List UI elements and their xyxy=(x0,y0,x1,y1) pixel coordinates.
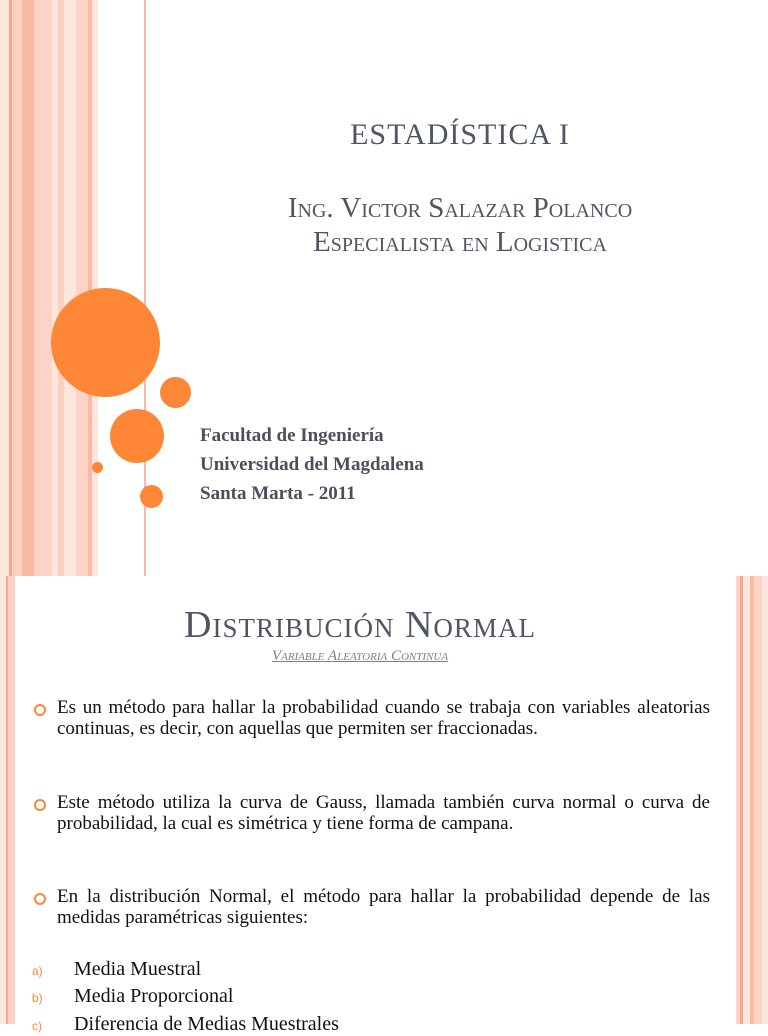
location-year-label: Santa Marta - 2011 xyxy=(200,483,356,504)
decor-stripe xyxy=(34,0,52,576)
decor-circle-tiny xyxy=(92,462,103,473)
faculty-label: Facultad de Ingeniería xyxy=(200,425,384,446)
slide-heading: Distribución Normal xyxy=(184,604,536,646)
university-label: Universidad del Magdalena xyxy=(200,454,424,475)
bullet-circle-icon xyxy=(34,799,46,811)
decor-circle-small xyxy=(140,485,163,508)
slide-title-heading: ESTADÍSTICA I xyxy=(350,118,570,151)
bullet-text: En la distribución Normal, el método para hallar la probabilidad depende de las medidas paramétricas siguientes: xyxy=(57,886,710,928)
decor-stripe xyxy=(8,576,15,1024)
decor-stripe xyxy=(76,0,88,576)
decor-stripe xyxy=(743,576,750,1024)
bullet-text: Este método utiliza la curva de Gauss, llamada también curva normal o curva de probabilidad, la cual es simétrica y tiene forma de campana. xyxy=(57,792,710,834)
decor-stripe xyxy=(22,0,34,576)
decor-circle-large xyxy=(51,288,160,397)
bullet-text: Es un método para hallar la probabilidad cuando se trabaja con variables aleatorias continuas, es decir, con aquellas que permiten ser fraccionadas. xyxy=(57,697,710,739)
list-item xyxy=(30,792,710,834)
decor-stripe xyxy=(64,0,76,576)
sub-list-marker: a) xyxy=(32,964,43,978)
slide-subheading: Variable Aleatoria Continua xyxy=(271,648,449,664)
sub-list-text: Media Muestral xyxy=(74,958,202,980)
slide-normal-distribution xyxy=(0,576,768,1035)
bullet-circle-icon xyxy=(34,893,46,905)
presenter-name: Ing. Victor Salazar Polanco xyxy=(287,192,633,224)
decor-circle-medium xyxy=(110,409,164,463)
bullet-circle-icon xyxy=(34,704,46,716)
decor-stripe xyxy=(754,576,762,1024)
decor-stripe xyxy=(0,0,9,576)
list-item xyxy=(30,886,710,928)
presenter-role: Especialista en Logistica xyxy=(313,226,607,258)
list-item xyxy=(30,697,710,739)
decor-stripe xyxy=(12,0,22,576)
decor-stripe xyxy=(762,576,768,1024)
sub-list-marker: c) xyxy=(32,1019,42,1033)
sub-list-text: Diferencia de Medias Muestrales xyxy=(74,1013,339,1035)
decor-circle-small xyxy=(160,377,191,408)
sub-list-marker: b) xyxy=(32,991,43,1005)
sub-list-text: Media Proporcional xyxy=(74,985,234,1007)
